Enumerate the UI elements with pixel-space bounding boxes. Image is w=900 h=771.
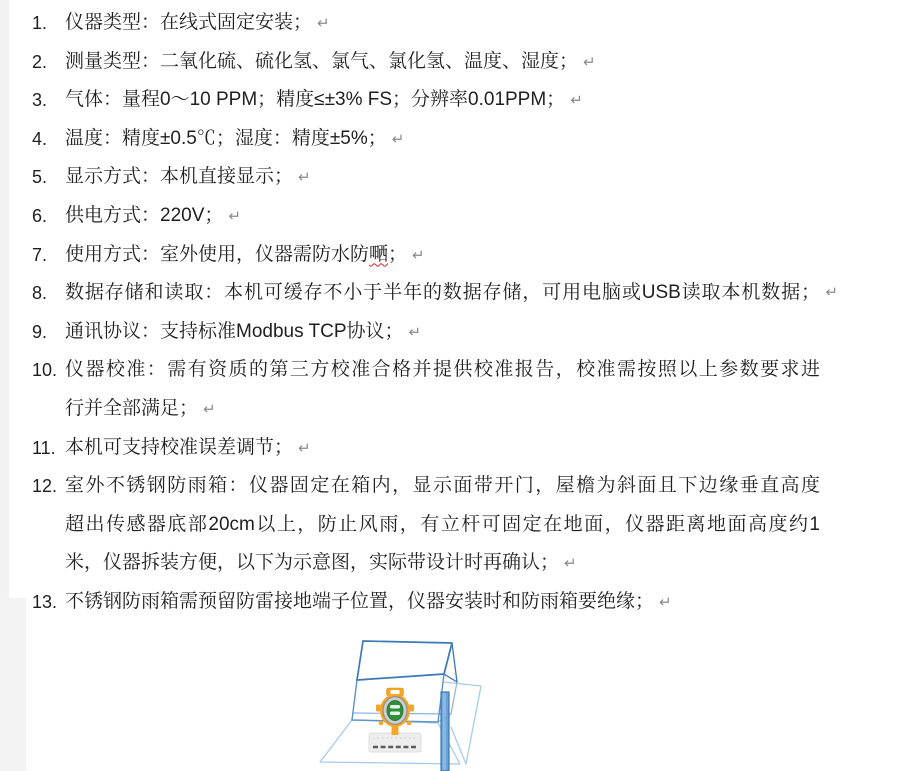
- item-number: 10.: [32, 360, 58, 381]
- item-number: 6.: [32, 205, 48, 226]
- detector-nub-left: [379, 721, 384, 726]
- list-item: [0, 351, 900, 428]
- paragraph-mark: ↵: [570, 92, 583, 110]
- paragraph-mark: ↵: [391, 130, 405, 148]
- item-number: 8.: [32, 283, 48, 304]
- document-body[interactable]: [0, 4, 900, 622]
- text-line: [65, 81, 820, 120]
- text-line: [65, 274, 838, 313]
- paragraph-mark: ↵: [408, 323, 422, 341]
- text-segment: 室外不锈钢防雨箱：仪器固定在箱内，显示面带开门，屋檐为斜面且下边缘垂直高度: [65, 475, 820, 497]
- paragraph-mark: ↵: [298, 439, 311, 457]
- item-number: 11.: [32, 437, 56, 458]
- list-item: [0, 120, 900, 159]
- text-line: [65, 158, 820, 197]
- text-segment: 使用方式：室外使用，仪器需防水防: [65, 243, 370, 265]
- item-number: 7.: [32, 244, 48, 265]
- text-line: [65, 583, 820, 622]
- list-item: [0, 158, 900, 197]
- list-item: [0, 429, 900, 468]
- spec-list[interactable]: [0, 4, 900, 622]
- list-item: [0, 43, 900, 82]
- list-item: [0, 236, 900, 275]
- item-number: 3.: [32, 90, 48, 111]
- detector-top-slot: [391, 690, 400, 694]
- base-plate: [369, 733, 421, 752]
- text-segment: 本机可支持校准误差调节；: [65, 436, 294, 458]
- text-line: [65, 351, 820, 390]
- rain-shield-diagram[interactable]: [315, 635, 490, 771]
- list-item: [0, 583, 900, 622]
- text-line: [65, 4, 820, 43]
- item-number: 4.: [32, 128, 48, 149]
- text-segment: 气体：量程0～10 PPM；精度≤±3% FS；分辨率0.01PPM；: [65, 89, 566, 111]
- paragraph-mark: ↵: [298, 169, 311, 187]
- spellcheck-word: 嗮: [369, 243, 389, 265]
- page-left-margin-strip-lower: [0, 598, 26, 771]
- roof-top-face: [357, 641, 452, 680]
- list-item: [0, 313, 900, 352]
- text-segment: 通讯协议：支持标准Modbus TCP协议；: [65, 320, 404, 342]
- text-segment: 仪器类型：在线式固定安装；: [65, 12, 313, 33]
- paragraph-mark: ↵: [564, 555, 577, 573]
- list-item: [0, 467, 900, 583]
- text-segment: 测量类型：二氧化硫、硫化氢、氯气、氯化氢、温度、湿度；: [65, 50, 579, 72]
- paragraph-mark: ↵: [317, 15, 330, 32]
- item-number: 13.: [32, 591, 58, 612]
- text-line: [65, 544, 820, 583]
- text-segment: 显示方式：本机直接显示；: [65, 166, 294, 188]
- text-segment: 仪器校准：需有资质的第三方校准合格并提供校准报告，校准需按照以上参数要求进: [65, 359, 820, 381]
- list-item: [0, 4, 900, 43]
- text-line: [65, 429, 820, 468]
- list-item: [0, 274, 900, 313]
- text-line: [65, 467, 820, 506]
- text-segment: 超出传感器底部20cm以上，防止风雨，有立杆可固定在地面，仪器距离地面高度约1: [65, 513, 820, 535]
- item-number: 1.: [32, 13, 48, 33]
- paragraph-mark: ↵: [825, 284, 838, 302]
- detector-display: [387, 701, 403, 721]
- text-line: [65, 120, 820, 159]
- text-line: [65, 390, 820, 429]
- display-bar-bottom: [390, 712, 400, 716]
- text-segment: 行并全部满足；: [65, 397, 199, 419]
- text-segment: 米，仪器拆装方便，以下为示意图，实际带设计时再确认；: [65, 552, 560, 574]
- mounting-pole-highlight: [443, 693, 446, 770]
- display-bar-top: [390, 705, 400, 709]
- text-line: [65, 313, 820, 352]
- list-item: [0, 197, 900, 236]
- text-segment: 温度：精度±0.5℃；湿度：精度±5%；: [65, 127, 387, 149]
- item-number: 9.: [32, 321, 48, 342]
- item-number: 12.: [32, 476, 58, 497]
- paragraph-mark: ↵: [203, 400, 216, 418]
- text-segment: 不锈钢防雨箱需预留防雷接地端子位置，仪器安装时和防雨箱要绝缘；: [65, 590, 655, 612]
- text-line: [65, 506, 820, 545]
- text-segment: 数据存储和读取：本机可缓存不小于半年的数据存储，可用电脑或USB读取本机数据；: [65, 282, 820, 304]
- text-segment: 供电方式：220V；: [65, 204, 224, 226]
- gas-detector: [376, 688, 414, 735]
- text-line: [65, 43, 820, 82]
- paragraph-mark: ↵: [583, 53, 596, 71]
- text-segment: ；: [388, 243, 408, 265]
- text-line: [65, 197, 820, 236]
- text-line: [65, 236, 820, 275]
- paragraph-mark: ↵: [228, 207, 241, 225]
- list-item: [0, 81, 900, 120]
- paragraph-mark: ↵: [659, 593, 672, 611]
- item-number: 2.: [32, 51, 48, 72]
- item-number: 5.: [32, 167, 48, 188]
- detector-nub-right: [407, 721, 412, 726]
- paragraph-mark: ↵: [412, 246, 425, 264]
